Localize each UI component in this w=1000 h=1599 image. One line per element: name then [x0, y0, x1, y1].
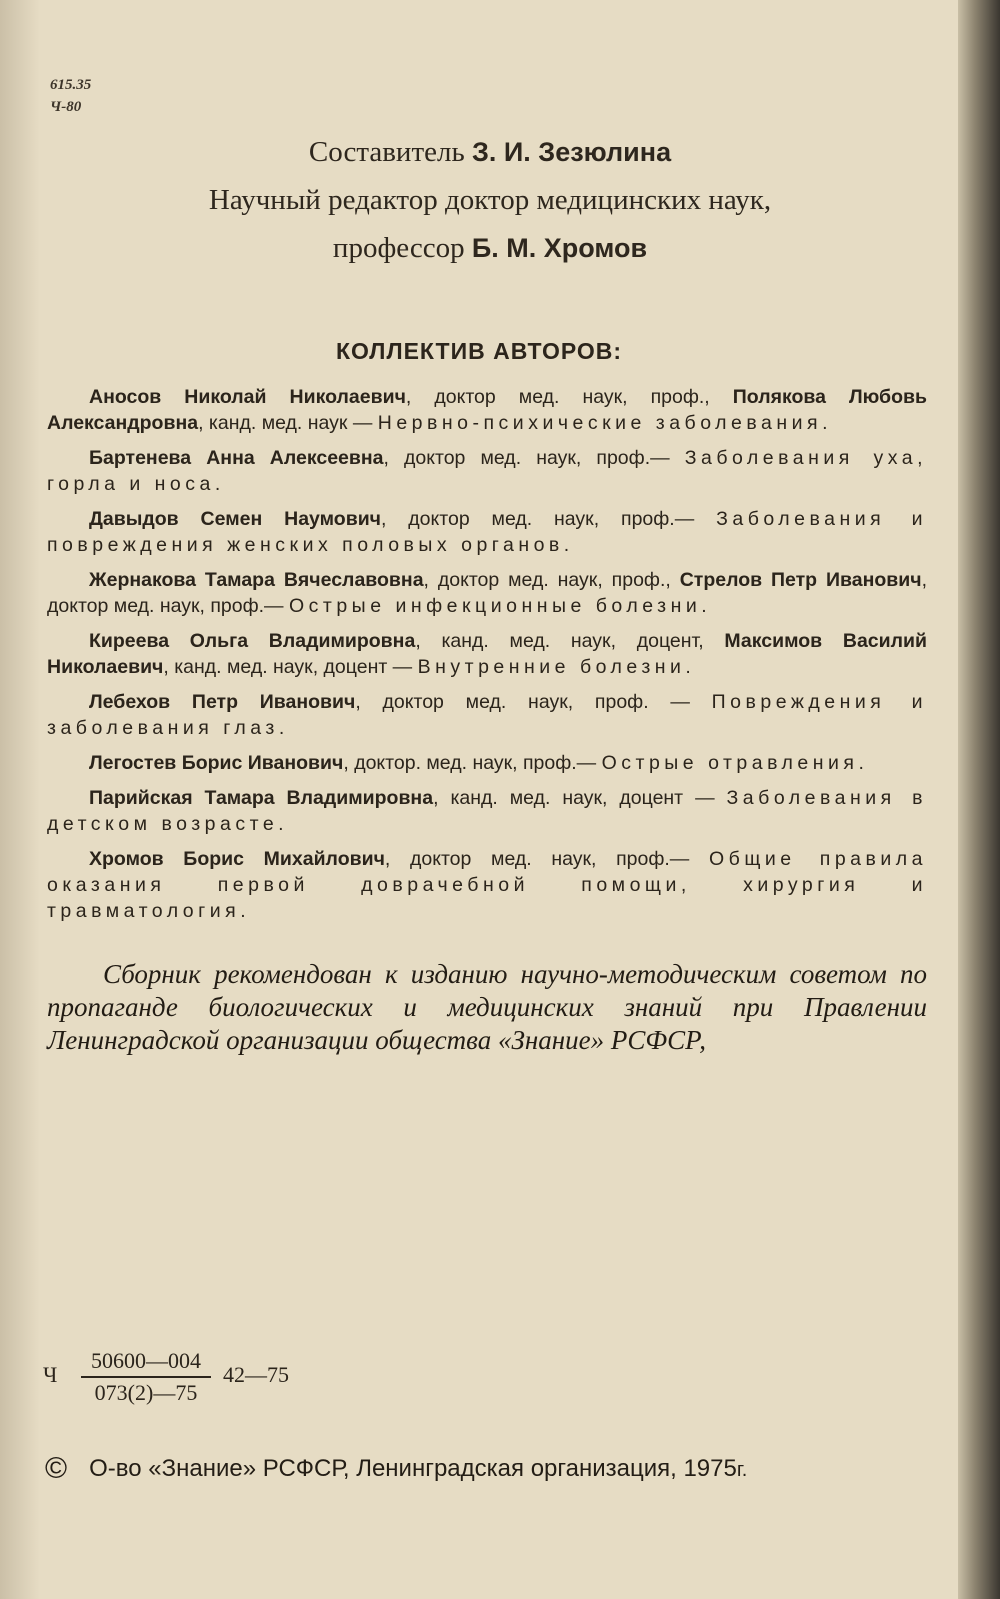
- editor-title: профессор: [332, 232, 465, 264]
- spine-shadow: [0, 0, 40, 1599]
- author-name: Давыдов Семен Наумович: [89, 508, 382, 530]
- copyright-icon: ©: [45, 1452, 68, 1485]
- author-name: Хромов Борис Михайлович: [89, 848, 385, 870]
- author-entry: [47, 567, 927, 619]
- editor-name-line: [60, 224, 920, 272]
- author-name: Легостев Борис Иванович: [89, 752, 344, 774]
- author-name: Лебехов Петр Иванович: [89, 691, 356, 713]
- authors-heading: КОЛЛЕКТИВ АВТОРОВ:: [335, 338, 623, 364]
- author-credentials: , доктор мед. наук, проф.—: [381, 508, 717, 530]
- author-credentials: , канд. мед. наук, доцент —: [433, 787, 727, 809]
- author-entry: [47, 750, 927, 776]
- catalog-numerator: 50600—004: [91, 1348, 201, 1373]
- copyright-line: [45, 1452, 945, 1486]
- author-credentials: , канд. мед. наук, доцент,: [415, 630, 725, 652]
- author-name: Парийская Тамара Владимировна: [89, 787, 434, 809]
- author-name: Полякова Любовь Александровна: [47, 386, 927, 434]
- editor-name: Б. М. Хромов: [471, 233, 648, 263]
- udc-classification: [50, 74, 91, 118]
- recommendation-text: Сборник рекомендован к изданию научно-методическим советом по пропаганде биологических и медицинских знаний при Правлении Ленинградской организации общества «Знание» РСФСР,: [47, 959, 927, 1055]
- author-name: Бартенева Анна Алексеевна: [89, 447, 384, 469]
- copyright-year-suffix: г.: [736, 1459, 748, 1481]
- fraction-bar: [81, 1376, 211, 1378]
- author-credentials: , доктор мед. наук, проф.,: [423, 569, 680, 591]
- author-credentials: , канд. мед. наук, доцент —: [163, 656, 418, 678]
- author-credentials: , доктор мед. наук, проф. —: [355, 691, 712, 713]
- author-entry: [47, 628, 927, 680]
- catalog-fraction: [81, 1348, 211, 1406]
- author-entry: [47, 384, 927, 436]
- author-name: Жернакова Тамара Вячеславовна: [89, 569, 424, 591]
- author-credentials: , доктор мед. наук, проф.,: [405, 386, 733, 408]
- chapter-topic: Общие правила оказания первой доврачебной помощи, хирургия и травматология.: [47, 848, 927, 922]
- authors-list: [47, 384, 927, 933]
- udc-code: 615.35: [50, 77, 92, 93]
- author-entry: [47, 689, 927, 741]
- chapter-topic: Заболевания уха, горла и носа.: [47, 447, 927, 495]
- author-name: Максимов Василий Николаевич: [47, 630, 927, 678]
- udc-index: Ч-80: [50, 99, 82, 115]
- chapter-topic: Острые отравления.: [601, 752, 869, 774]
- chapter-topic: Повреждения и заболевания глаз.: [47, 691, 927, 739]
- credits-block: [60, 128, 920, 272]
- author-credentials: , доктор мед. наук, проф.—: [384, 848, 709, 870]
- chapter-topic: Острые инфекционные болезни.: [288, 595, 712, 617]
- author-credentials: , доктор мед. наук, проф.—: [383, 447, 685, 469]
- author-credentials: , канд. мед. наук —: [198, 412, 378, 434]
- author-name: Аносов Николай Николаевич: [89, 386, 406, 408]
- chapter-topic: Заболевания в детском возрасте.: [47, 787, 927, 835]
- chapter-topic: Нервно-психические заболевания.: [377, 412, 832, 434]
- compiler-name: З. И. Зезюлина: [471, 137, 672, 167]
- copyright-text: О-во «Знание» РСФСР, Ленинградская организация, 1975: [89, 1455, 737, 1482]
- author-entry: [47, 445, 927, 497]
- editor-line: Научный редактор доктор медицинских наук,: [208, 184, 772, 216]
- author-entry: [47, 506, 927, 558]
- author-name: Киреева Ольга Владимировна: [89, 630, 416, 652]
- author-credentials: , доктор мед. наук, проф.—: [47, 569, 927, 617]
- catalog-suffix: 42—75: [223, 1362, 289, 1387]
- author-entry: [47, 785, 927, 837]
- author-entry: [47, 846, 927, 924]
- compiler-line: [60, 128, 920, 176]
- catalog-denominator: 073(2)—75: [94, 1380, 198, 1405]
- author-credentials: , доктор. мед. наук, проф.—: [343, 752, 602, 774]
- chapter-topic: Внутренние болезни.: [417, 656, 696, 678]
- page-edge: [958, 0, 1000, 1599]
- compiler-label: Составитель: [308, 136, 465, 168]
- catalog-letter: Ч: [43, 1362, 58, 1387]
- author-name: Стрелов Петр Иванович: [679, 569, 922, 591]
- chapter-topic: Заболевания и повреждения женских половых органов.: [47, 508, 927, 556]
